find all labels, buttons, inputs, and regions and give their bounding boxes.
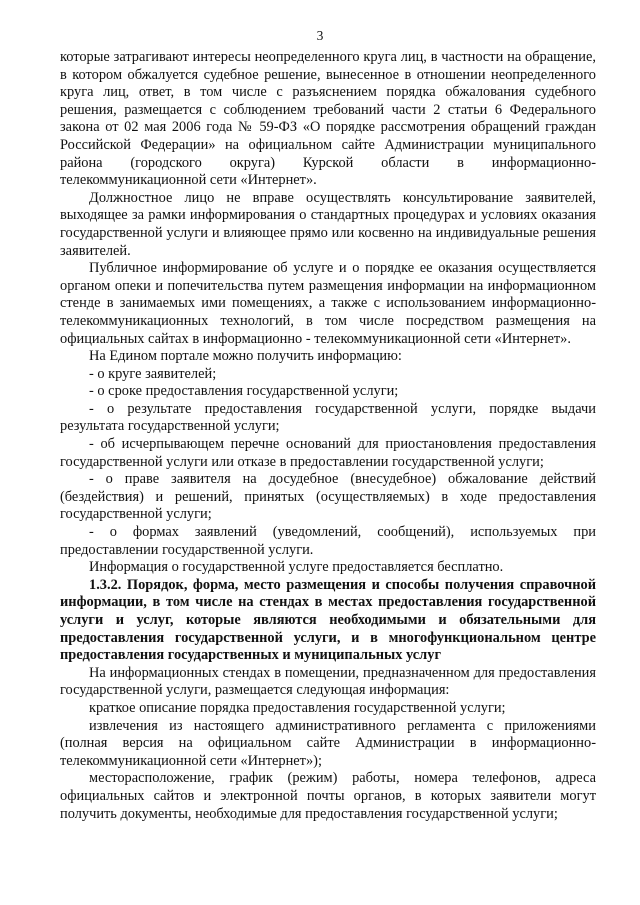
paragraph: извлечения из настоящего административного регламента с приложениями (полная версия на официальном сайте Администрации в информационно-телекоммуникационной сети «Интернет»); <box>60 717 596 769</box>
paragraph: На информационных стендах в помещении, предназначенном для предоставления государственной услуги, размещается следующая информация: <box>60 664 596 699</box>
paragraph: - об исчерпывающем перечне оснований для приостановления предоставления государственной услуги или отказе в предоставлении государственной услуги; <box>60 436 596 470</box>
paragraph: - о результате предоставления государственной услуги, порядке выдачи результата государственной услуги; <box>60 400 596 435</box>
paragraph: Информация о государственной услуге предоставляется бесплатно. <box>89 559 504 576</box>
paragraph: краткое описание порядка предоставления государственной услуги; <box>89 699 506 716</box>
document-body <box>60 49 596 823</box>
page-number: 3 <box>316 28 324 43</box>
paragraph: - о праве заявителя на досудебное (внесудебное) обжалование действий (бездействия) и решений, принятых (осуществляемых) в ходе предоставления государственной услуги; <box>60 471 596 523</box>
paragraph: месторасположение, график (режим) работы, номера телефонов, адреса официальных сайтов и электронной почты органов, в которых заявители могут получить документы, необходимые для предоставления государственной услуги; <box>60 770 596 822</box>
paragraph: На Едином портале можно получить информацию: <box>89 348 402 365</box>
paragraph: - о формах заявлений (уведомлений, сообщений), используемых при предоставлении государственной услуги. <box>60 524 596 558</box>
paragraph: Должностное лицо не вправе осуществлять консультирование заявителей, выходящее за рамки информирования о стандартных процедурах и условиях оказания государственной услуги и влияющее прямо или косвенно на индивидуальные решения заявителей. <box>60 189 596 259</box>
paragraph: Публичное информирование об услуге и о порядке ее оказания осуществляется органом опеки и попечительства путем размещения информации на информационном стенде в занимаемых ими помещениях, а также с использованием информационно-телекоммуникационных технологий, в том числе посредством размещения на официальных сайтах в информационно - телекоммуникационной сети «Интернет». <box>60 260 596 347</box>
section-heading: 1.3.2. Порядок, форма, место размещения и способы получения справочной информации, в том числе на стендах в местах предоставления государственной услуги и услуг, которые являются необходимыми и обязательными для предоставления государственной услуги, и в многофункциональном центре предоставления государственных и муниципальных услуг <box>60 576 596 664</box>
paragraph: - о круге заявителей; <box>89 365 217 382</box>
paragraph: которые затрагивают интересы неопределенного круга лиц, в частности на обращение, в котором обжалуется судебное решение, вынесенное в отношении неопределенного круга лиц, ответ, в том числе с разъяснением порядка обжалования судебного решения, размещается с соблюдением требований части 2 статьи 6 Федерального закона от 02 мая 2006 года № 59-ФЗ «О порядке рассмотрения обращений граждан Российской Федерации» на официальном сайте Администрации муниципального района (городского округа) Курской области в информационно-телекоммуникационной сети «Интернет». <box>60 49 596 189</box>
paragraph: - о сроке предоставления государственной услуги; <box>89 383 399 400</box>
